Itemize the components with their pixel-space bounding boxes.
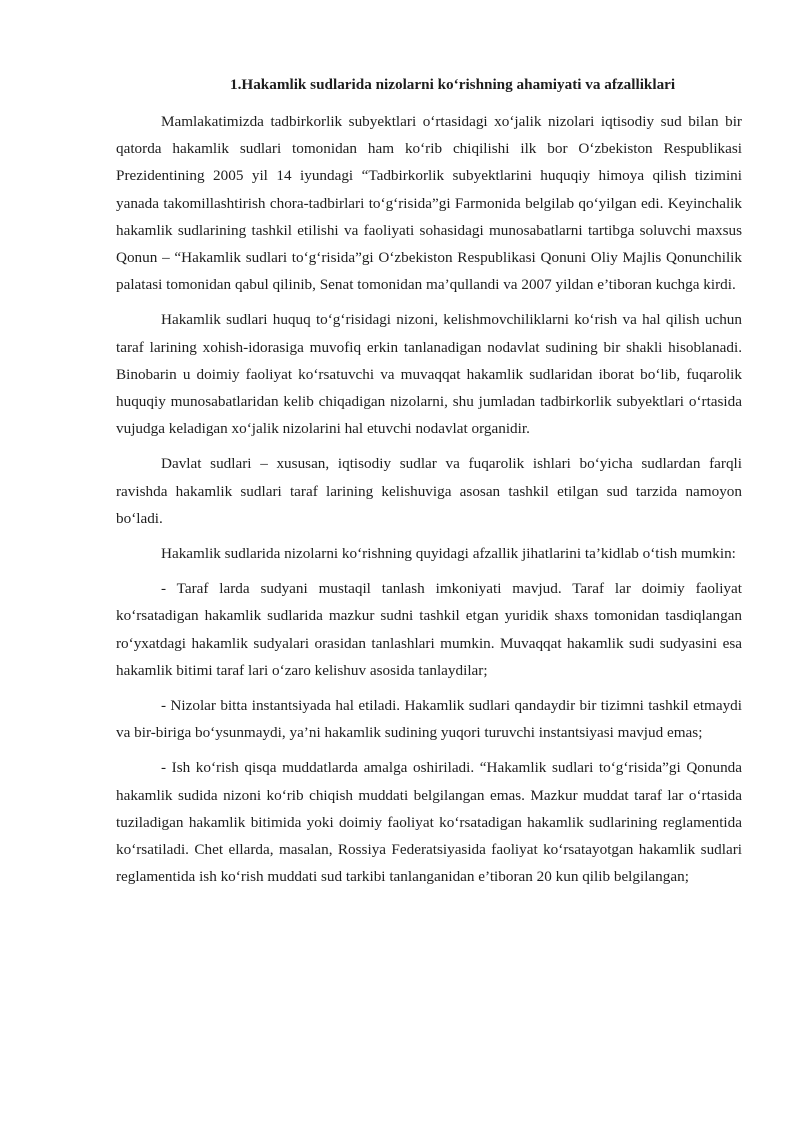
paragraph-definition: Hakamlik sudlari huquq to‘g‘risidagi nizoni, kelishmovchiliklarni ko‘rish va hal qilish uchun taraf larining xohish-idorasiga muvofiq erkin tanlanadigan nodavlat sudining bir shakli hisoblanadi. Binobarin u doimiy faoliyat ko‘rsatuvchi va muvaqqat hakamlik sudlaridan iborat bo‘lib, fuqarolik huquqiy munosabatlaridan kelib chiqadigan nizolarni, shu jumladan tadbirkorlik subyektlari o‘rtasida vujudga keladigan xo‘jalik nizolarini hal etuvchi nodavlat organidir.	[116, 311, 742, 438]
paragraph-advantage-short-terms: - Ish ko‘rish qisqa muddatlarda amalga oshiriladi. “Hakamlik sudlari to‘g‘risida”gi Qonunda hakamlik sudida nizoni ko‘rib chiqish muddati belgilangan emas. Mazkur muddat taraf lar o‘rtasida tuziladigan hakamlik bitimida yoki doimiy faoliyat ko‘rsatadigan hakamlik sudlarining reglamentida ko‘rsatiladi. Chet ellarda, masalan, Rossiya Federatsiyasida faoliyat ko‘rsatayotgan hakamlik sudlari reglamentida ish ko‘rish muddati sud tarkibi tanlanganidan e’tiboran 20 kun qilib belgilangan;	[116, 759, 742, 886]
paragraph-state-courts: Davlat sudlari – xususan, iqtisodiy sudlar va fuqarolik ishlari bo‘yicha sudlardan farqli ravishda hakamlik sudlari taraf larining kelishuviga asosan tashkil etilgan sud tarzida namoyon bo‘ladi.	[116, 455, 742, 527]
section-title: 1.Hakamlik sudlarida nizolarni ko‘rishning ahamiyati va afzalliklari	[230, 76, 676, 93]
paragraph-advantage-single-instance: - Nizolar bitta instantsiyada hal etiladi. Hakamlik sudlari qandaydir bir tizimni tashkil etmaydi va bir-biriga bo‘ysunmaydi, ya’ni hakamlik sudining yuqori turuvchi instantsiyasi mavjud emas;	[116, 697, 742, 742]
paragraph-advantages-intro: Hakamlik sudlarida nizolarni ko‘rishning quyidagi afzallik jihatlarini ta’kidlab o‘tish mumkin:	[161, 545, 736, 563]
paragraph-advantage-judge-choice: - Taraf larda sudyani mustaqil tanlash imkoniyati mavjud. Taraf lar doimiy faoliyat ko‘rsatadigan hakamlik sudlarida mazkur sudni tashkil etgan yuridik shaxs tomonidan tasdiqlangan ro‘yxatdagi hakamlik sudyalari orasidan tanlashlari mumkin. Muvaqqat hakamlik sudi sudyasini esa hakamlik bitimi taraf lari o‘zaro kelishuv asosida tanlaydilar;	[116, 580, 742, 679]
paragraph-intro: Mamlakatimizda tadbirkorlik subyektlari o‘rtasidagi xo‘jalik nizolari iqtisodiy sud bilan bir qatorda hakamlik sudlari tomonidan ham ko‘rib chiqilishi ilk bor O‘zbekiston Respublikasi Prezidentining 2005 yil 14 iyundagi “Tadbirkorlik subyektlarini huquqiy himoya qilish tizimini yanada takomillashtirish chora-tadbirlari to‘g‘risida”gi Farmonida belgilab qo‘yilgan edi. Keyinchalik hakamlik sudlarining tashkil etilishi va faoliyati sohasidagi munosabatlarni tartibga soluvchi maxsus Qonun – “Hakamlik sudlari to‘g‘risida”gi O‘zbekiston Respublikasi Qonuni Oliy Majlis Qonunchilik palatasi tomonidan qabul qilinib, Senat tomonidan ma’qullandi va 2007 yildan e’tiboran kuchga kirdi.	[116, 113, 742, 294]
